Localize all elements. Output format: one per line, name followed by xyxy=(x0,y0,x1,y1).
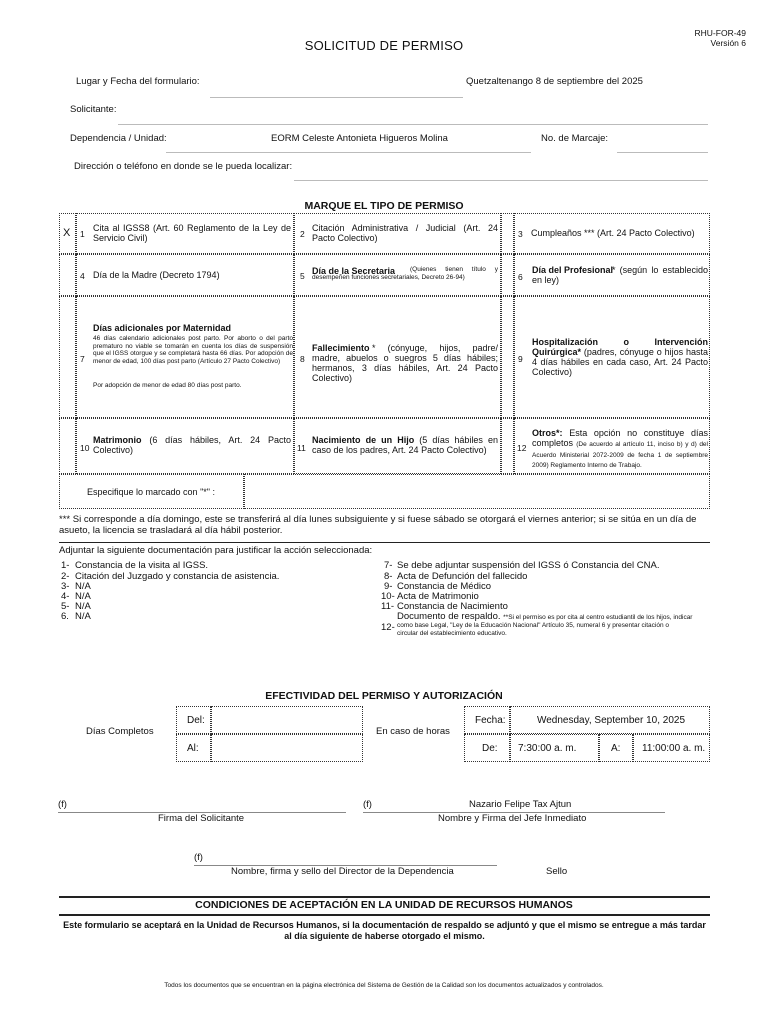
doc-item-7: 7- Se debe adjuntar suspensión del IGSS ó Constancia del CNA. xyxy=(384,560,660,571)
option-1[interactable] xyxy=(76,213,294,254)
doc-item-12-d: circular del establecimiento educativo. xyxy=(397,630,507,637)
option-12[interactable] xyxy=(514,418,710,474)
option-title: Hospitalización o Intervención Quirúrgica* xyxy=(532,337,708,357)
a-time-field[interactable] xyxy=(633,734,710,762)
fecha-label: Fecha: xyxy=(475,715,506,726)
option-6[interactable] xyxy=(514,254,710,296)
direccion-label: Dirección o teléfono en donde se le pueda localizar: xyxy=(74,161,293,172)
doc-item-12-a: Documento de respaldo. **Si el permiso es por cita al centro estudiantil de los hijos, indicar xyxy=(397,611,693,622)
option-number: 4 xyxy=(80,271,85,281)
permiso-heading: MARQUE EL TIPO DE PERMISO xyxy=(304,200,464,212)
a-label: A: xyxy=(611,743,621,754)
option-text: Citación Administrativa / Judicial (Art. 24 Pacto Colectivo) xyxy=(312,223,498,243)
option-small-text-2: Por adopción de menor de edad 80 días post parto. xyxy=(93,382,242,389)
option-number: 5 xyxy=(300,271,305,281)
option-detail: Esta opción no constituye días completos xyxy=(532,428,708,448)
firma-director-f: (f) xyxy=(194,852,203,863)
option-text: * (cónyuge, hijos, padre/ madre, abuelos o suegros 5 días hábiles; hermanos, 3 días hábiles, Art. 24 Pacto Colectivo) xyxy=(312,343,498,383)
jefe-nombre: Nazario Felipe Tax Ajtun xyxy=(469,799,572,810)
de-label-cell xyxy=(464,734,510,762)
option-detail: (5 días hábiles en caso de los padres, Art. 24 Pacto Colectivo) xyxy=(312,435,498,455)
documentacion-heading: Adjuntar la siguiente documentación para justificar la acción seleccionada: xyxy=(59,545,373,556)
fecha-label-cell xyxy=(464,706,510,734)
en-caso-horas-label: En caso de horas xyxy=(376,726,450,737)
option-title: Nacimiento de un Hijo xyxy=(312,435,415,445)
mark-cell-4[interactable] xyxy=(59,254,76,296)
divider xyxy=(59,542,710,543)
option-number: 1 xyxy=(80,229,85,239)
doc-item-3: 3- N/A xyxy=(61,581,91,592)
al-label-cell xyxy=(176,734,211,762)
firma-jefe-label: Nombre y Firma del Jefe Inmediato xyxy=(438,813,587,824)
marcaje-field[interactable] xyxy=(617,152,708,153)
page-title: SOLICITUD DE PERMISO xyxy=(304,38,464,53)
firma-jefe-f: (f) xyxy=(363,799,372,810)
doc-item-10: 10- Acta de Matrimonio xyxy=(381,591,479,602)
option-number: 3 xyxy=(518,229,523,239)
fecha-value: Wednesday, September 10, 2025 xyxy=(536,715,686,726)
solicitante-label: Solicitante: xyxy=(70,104,117,115)
efectividad-heading: EFECTIVIDAD DEL PERMISO Y AUTORIZACIÓN xyxy=(265,690,503,702)
option-number: 12 xyxy=(517,443,527,453)
option-title: Día de la Secretaria xyxy=(312,266,396,276)
option-5[interactable] xyxy=(294,254,501,296)
doc-item-2: 2- Citación del Juzgado y constancia de asistencia. xyxy=(61,571,280,582)
option-number: 6 xyxy=(518,272,523,282)
doc-item-6: 6. N/A xyxy=(61,611,91,622)
mark-cell-9[interactable] xyxy=(501,296,514,418)
doc-item-5: 5- N/A xyxy=(61,601,91,612)
doc-item-8: 8- Acta de Defunción del fallecido xyxy=(384,571,528,582)
doc-item-12-number: 12- xyxy=(381,622,395,633)
option-small-text: (De acuerdo al artículo 11, inciso b) y d) del Acuerdo Ministerial 2072-2009 de fecha 1 de septiembre 2009) Reglamento Interno de Trabajo. xyxy=(532,441,708,469)
especifique-field[interactable] xyxy=(244,474,710,509)
doc-item-4: 4- N/A xyxy=(61,591,91,602)
doc-item-12-c: como base Legal, "Ley de la Educación Nacional" Artículo 35, numeral 6 y presentar citación o xyxy=(397,622,669,629)
option-number: 8 xyxy=(300,354,305,364)
del-date-field[interactable] xyxy=(211,706,363,734)
condiciones-text: Este formulario se aceptará en la Unidad de Recursos Humanos, si la documentación de respaldo se adjuntó y que el mismo se entregue a más tardar al día siguiente de haberse otorgado el mismo. xyxy=(63,920,706,941)
option-3[interactable] xyxy=(514,213,710,254)
mark-cell-1[interactable] xyxy=(59,213,76,254)
sello-label: Sello xyxy=(546,866,568,877)
option-title: Matrimonio xyxy=(93,435,142,445)
lugar-underline xyxy=(210,97,463,98)
de-label: De: xyxy=(482,743,498,754)
option-number: 9 xyxy=(518,354,523,364)
option-text xyxy=(532,428,708,470)
de-value: 7:30:00 a. m. xyxy=(518,743,577,754)
a-label-cell xyxy=(599,734,633,762)
option-text: * (según lo establecido en ley) xyxy=(532,265,708,285)
permiso-grid xyxy=(59,213,710,509)
option-title: Día del Profesional xyxy=(532,265,614,275)
option-title: Otros*: xyxy=(532,428,563,438)
divider xyxy=(59,896,710,898)
option-detail: (6 días hábiles, Art. 24 Pacto Colectivo) xyxy=(93,435,291,455)
marcaje-label: No. de Marcaje: xyxy=(541,133,609,144)
option-text: Día de la Madre (Decreto 1794) xyxy=(93,270,220,280)
doc-code-text: RHU-FOR-49 xyxy=(694,28,746,38)
condiciones-heading: CONDICIONES DE ACEPTACIÓN EN LA UNIDAD DE RECURSOS HUMANOS xyxy=(195,899,573,911)
lugar-value[interactable]: Quetzaltenango 8 de septiembre del 2025 xyxy=(466,76,643,87)
doc-item-9: 9- Constancia de Médico xyxy=(384,581,491,592)
option-2[interactable] xyxy=(294,213,501,254)
mark-cell-3[interactable] xyxy=(501,213,514,254)
option-title: Fallecimiento xyxy=(312,343,370,353)
option-number: 2 xyxy=(300,229,305,239)
option-title: Días adicionales por Maternidad xyxy=(93,323,232,333)
del-label: Del: xyxy=(187,715,205,726)
del-label-cell xyxy=(176,706,211,734)
option-4[interactable] xyxy=(76,254,294,296)
al-label: Al: xyxy=(187,743,199,754)
option-9[interactable] xyxy=(514,296,710,418)
option-small-text: (Quienes tienen título y desempeñen funciones secretariales, Decreto 26-94) xyxy=(312,266,498,281)
firma-solicitante-f: (f) xyxy=(58,799,67,810)
option-text xyxy=(93,435,291,455)
firma-solicitante-label: Firma del Solicitante xyxy=(158,813,245,824)
mark-cell-12[interactable] xyxy=(501,418,514,474)
dependencia-underline xyxy=(166,152,531,153)
domingo-note: *** Si corresponde a día domingo, este se transferirá al día lunes subsiguiente y si fuese sábado se otorgará el viernes anterior; si se sitúa en un día de asueto, la licencia se trasladará al día hábil posterior. xyxy=(59,514,697,536)
dias-completos-label: Días Completos xyxy=(86,726,154,737)
footer-note: Todos los documentos que se encuentran en la página electrónica del Sistema de Gestión de la Calidad son los documentos actualizados y controlados. xyxy=(164,982,604,989)
option-number: 10 xyxy=(80,443,90,453)
lugar-label: Lugar y Fecha del formulario: xyxy=(76,76,200,87)
al-date-field[interactable] xyxy=(211,734,363,762)
mark-cell-7[interactable] xyxy=(59,296,76,418)
doc-item-1: 1- Constancia de la visita al IGSS. xyxy=(61,560,209,571)
option-text: Cita al IGSS8 (Art. 60 Reglamento de la Ley de Servicio Civil) xyxy=(93,223,291,243)
option-10[interactable] xyxy=(76,418,294,474)
especifique-label: Especifique lo marcado con "*" : xyxy=(87,487,215,497)
option-small-text: 46 días calendario adicionales post parto. Por aborto o del parto prematuro no viable se tomarán en cuenta los días de suspensión que el IGSS otorgue y se completará hasta 66 días. Por adopción de menor de edad, 100 días post parto (Artículo 27 Pacto Colectivo) xyxy=(93,335,293,365)
fecha-field[interactable] xyxy=(510,706,710,734)
doc-version-text: Versión 6 xyxy=(710,38,746,48)
mark-cell-10[interactable] xyxy=(59,418,76,474)
mark-cell-6[interactable] xyxy=(501,254,514,296)
option-detail: (padres, cónyuge o hijos hasta 4 días hábiles en cada caso, Art. 24 Pacto Colectivo) xyxy=(532,347,708,377)
option-number: 7 xyxy=(80,354,85,364)
divider xyxy=(59,914,710,916)
option-text xyxy=(532,337,708,377)
especifique-label-cell xyxy=(59,474,244,509)
option-text xyxy=(312,435,498,455)
dependencia-value[interactable]: EORM Celeste Antonieta Higueros Molina xyxy=(271,133,448,144)
de-time-field[interactable] xyxy=(510,734,599,762)
option-11[interactable] xyxy=(294,418,501,474)
option-number: 11 xyxy=(297,443,306,453)
firma-director-label: Nombre, firma y sello del Director de la Dependencia xyxy=(231,866,454,877)
doc-item-11: 11- Constancia de Nacimiento xyxy=(381,601,508,612)
option-7[interactable] xyxy=(76,296,294,418)
mark-x: X xyxy=(63,227,71,239)
solicitante-field[interactable] xyxy=(118,124,708,125)
direccion-field[interactable] xyxy=(294,180,708,181)
option-8[interactable] xyxy=(294,296,501,418)
a-value: 11:00:00 a. m. xyxy=(642,743,706,754)
option-text: Cumpleaños *** (Art. 24 Pacto Colectivo) xyxy=(531,228,695,238)
dependencia-label: Dependencia / Unidad: xyxy=(70,133,167,144)
